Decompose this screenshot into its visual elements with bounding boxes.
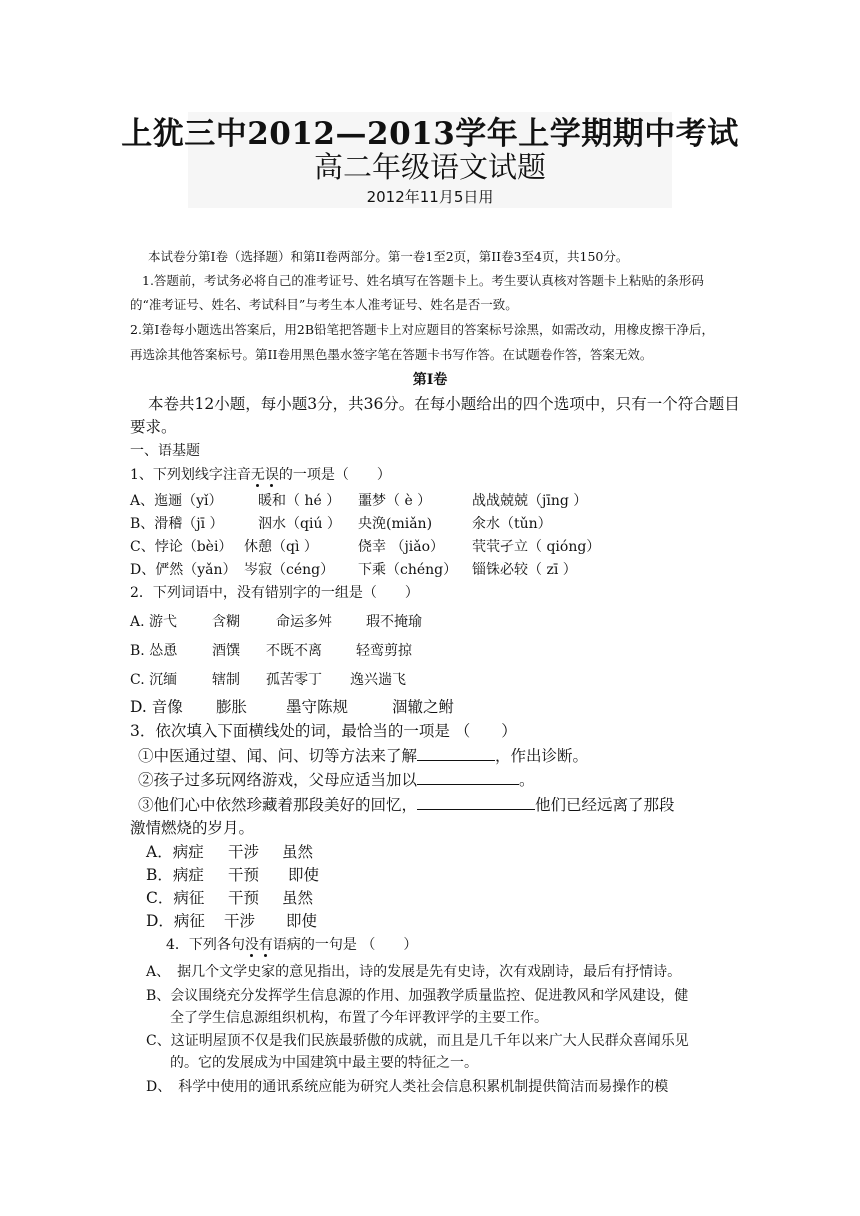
- q3-option-b-word3: 即使: [288, 866, 320, 884]
- section-desc-a: 本卷共12小题，每小题3分，共36分。在每小题给出的四个选项中，只有一个符合题目: [148, 395, 740, 413]
- q3-sentence-1-post: ，作出诊断。: [495, 747, 589, 765]
- q2-option-b-word4: 轻鸾剪掠: [356, 643, 412, 659]
- section-heading: 第Ⅰ卷: [412, 372, 448, 388]
- q2-option-a: A. 游弋: [130, 614, 178, 630]
- q4-option-d-a: D、 科学中使用的通讯系统应能为研究人类社会信息积累机制提供简洁而易操作的模: [146, 1079, 669, 1095]
- q3-option-c: C．病征: [146, 889, 205, 907]
- q1-option-b-word3: 央浼(miǎn): [358, 516, 433, 532]
- q2-option-b: B. 怂恿: [130, 643, 178, 659]
- q1-option-c-word3: 侥幸 （jiǎo）: [358, 539, 445, 555]
- q4-option-b-b: 全了学生信息源组织机构，布置了今年评教评学的主要工作。: [170, 1010, 548, 1026]
- q3-sentence-3-cont: 激情燃烧的岁月。: [130, 819, 255, 837]
- q1-option-a: A、迤逦（yǐ）: [130, 493, 223, 509]
- q3-option-a-word3: 虽然: [282, 843, 314, 861]
- q3-option-c-word3: 虽然: [282, 889, 314, 907]
- q1-option-b: B、滑稽（jī ）: [130, 516, 224, 532]
- q4-option-b-a: B、会议围绕充分发挥学生信息源的作用、加强教学质量监控、促进教风和学风建设，健: [146, 988, 689, 1004]
- q3-sentence-3: [138, 793, 675, 816]
- q1-option-d-word2: 岑寂（céng）: [244, 562, 335, 578]
- q1-stem: [130, 465, 391, 485]
- q1-option-a-word3: 噩梦（ è ）: [358, 493, 432, 509]
- instruction-2a: 2.第I卷每小题选出答案后，用2B铅笔把答题卡上对应题目的答案标号涂黑，如需改动，用橡皮擦干净后，: [130, 322, 715, 337]
- q2-option-a-word4: 瑕不掩瑜: [366, 614, 422, 630]
- q1-option-b-word4: 氽水（tǔn）: [472, 516, 552, 532]
- q3-blank-2: [417, 768, 519, 785]
- q3-sentence-2-pre: ②孩子过多玩网络游戏，父母应适当加以: [138, 771, 418, 789]
- q2-option-b-word3: 不既不离: [266, 643, 322, 659]
- q4-option-c-b: 的。它的发展成为中国建筑中最主要的特征之一。: [170, 1055, 478, 1071]
- q1-stem-dot1: 无: [250, 467, 265, 483]
- q1-option-d-word3: 下乘（chéng）: [358, 562, 458, 578]
- q2-option-c-word4: 逸兴遄飞: [350, 672, 406, 688]
- q2-option-a-word2: 含糊: [212, 614, 240, 630]
- q3-sentence-1: [138, 744, 588, 767]
- instructions-intro: 本试卷分第I卷（选择题）和第II卷两部分。第一卷1至2页，第II卷3至4页，共150分。: [148, 249, 629, 264]
- q1-stem-pre: 1、下列划线字注音: [130, 467, 251, 483]
- q3-blank-3: [417, 793, 535, 810]
- q2-option-a-word3: 命运多舛: [276, 614, 332, 630]
- q3-option-c-word2: 干预: [228, 889, 260, 907]
- instruction-1b: 的“准考证号、姓名、考试科目”与考生本人准考证号、姓名是否一致。: [130, 297, 518, 312]
- q2-option-d-word4: 涸辙之鲋: [392, 698, 455, 716]
- q3-sentence-2-post: 。: [519, 771, 535, 789]
- q3-option-d: D．病征: [146, 912, 205, 930]
- q3-stem: 3．依次填入下面横线处的词，最恰当的一项是 （ ）: [130, 722, 517, 740]
- q2-stem: 2．下列词语中，没有错别字的一组是（ ）: [130, 585, 419, 601]
- q3-option-d-word3: 即使: [286, 912, 318, 930]
- q3-sentence-3-post: 他们已经远离了那段: [535, 796, 675, 814]
- q1-option-a-word4: 战战兢兢（jīng ）: [472, 493, 588, 509]
- q4-stem-dot2: 有: [258, 937, 273, 953]
- q2-option-c: C. 沉缅: [130, 672, 178, 688]
- q3-sentence-2: [138, 768, 535, 791]
- q2-option-c-word2: 辖制: [212, 672, 240, 688]
- q1-option-a-word2: 暖和（ hé ）: [258, 493, 341, 509]
- q3-option-b-word2: 干预: [228, 866, 260, 884]
- q3-option-a: A．病症: [146, 843, 204, 861]
- q3-option-d-word2: 干涉: [224, 912, 256, 930]
- q1-option-b-word2: 泅水（qiú ）: [258, 516, 341, 532]
- part-heading: 一、语基题: [130, 443, 200, 459]
- q1-option-c-word2: 休憩（qì ）: [244, 539, 318, 555]
- q1-option-c: C、悖论（bèi）: [130, 539, 233, 555]
- q4-option-a: A、 据几个文学史家的意见指出，诗的发展是先有史诗，次有戏剧诗，最后有抒情诗。: [146, 964, 682, 980]
- q4-option-c-a: C、这证明屋顶不仅是我们民族最骄傲的成就，而且是几千年以来广大人民群众喜闻乐见: [146, 1033, 689, 1049]
- q3-blank-1: [417, 744, 495, 761]
- q3-option-a-word2: 干涉: [228, 843, 260, 861]
- instruction-2b: 再选涂其他答案标号。第II卷用黑色墨水签字笔在答题卡书写作答。在试题卷作答，答案无效。: [130, 347, 653, 362]
- q2-option-d: D. 音像: [130, 698, 183, 716]
- q3-sentence-1-pre: ①中医通过望、闻、问、切等方法来了解: [138, 747, 418, 765]
- q4-stem-dot1: 没: [244, 937, 259, 953]
- exam-title: 上犹三中2012—2013学年上学期期中考试: [121, 116, 739, 152]
- q1-stem-post: 的一项是（ ）: [278, 467, 391, 483]
- q1-stem-dot2: 误: [264, 467, 279, 483]
- q4-stem: [166, 935, 417, 955]
- q2-option-d-word2: 膨胀: [216, 698, 248, 716]
- exam-date: 2012年11月5日用: [366, 188, 494, 206]
- q2-option-d-word3: 墨守陈规: [286, 698, 349, 716]
- q4-stem-post: 语病的一句是 （ ）: [272, 937, 418, 953]
- q3-sentence-3-pre: ③他们心中依然珍藏着那段美好的回忆，: [138, 796, 418, 814]
- q2-option-c-word3: 孤苦零丁: [266, 672, 322, 688]
- exam-subtitle: 高二年级语文试题: [313, 150, 546, 184]
- q1-option-d: D、俨然（yǎn）: [130, 562, 237, 578]
- q4-stem-pre: 4．下列各句: [166, 937, 245, 953]
- q3-option-b: B．病症: [146, 866, 204, 884]
- q1-option-c-word4: 茕茕孑立（ qióng）: [472, 539, 601, 555]
- section-desc-b: 要求。: [130, 418, 177, 436]
- q2-option-b-word2: 酒馔: [212, 643, 240, 659]
- instruction-1a: 1.答题前，考试务必将自己的准考证号、姓名填写在答题卡上。考生要认真核对答题卡上粘贴的条形码: [142, 273, 704, 288]
- q1-option-d-word4: 锱铢必较（ zī ）: [472, 562, 577, 578]
